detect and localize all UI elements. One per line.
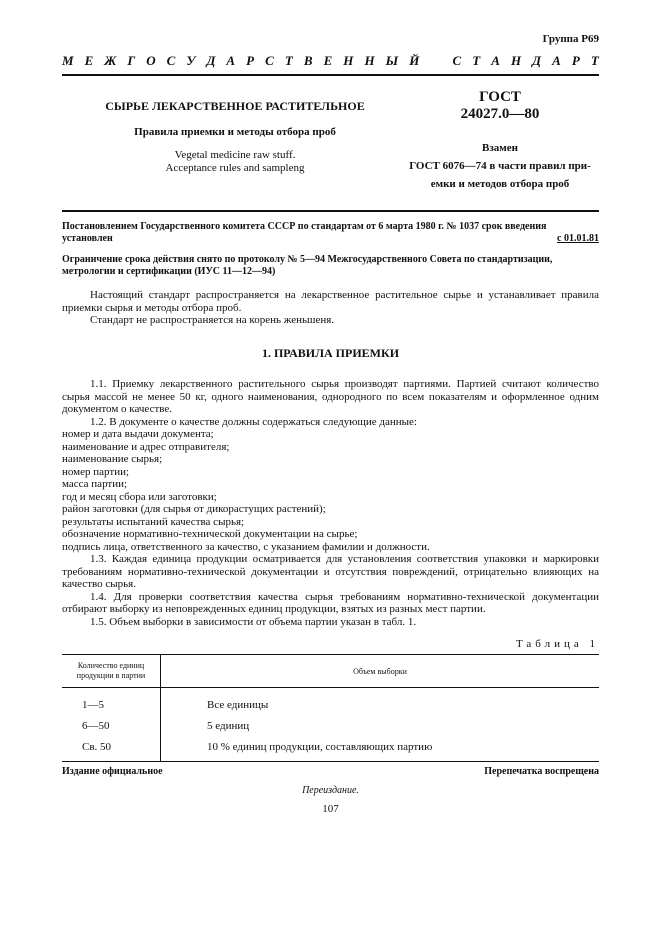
table-row: 1—5 Все единицы	[62, 688, 599, 716]
decree-block: Постановлением Государственного комитета СССР по стандартам от 6 марта 1980 г. № 1037 срок введения установлен с 01.01.81	[62, 221, 599, 244]
restriction-note: Ограничение срока действия снято по протоколу № 5—94 Межгосударственного Совета по стандартизации, метрологии и сертификации (ИУС 11—12—94)	[62, 254, 553, 277]
list-item: район заготовки (для сырья от дикорастущих растений);	[62, 503, 326, 515]
replaces-block: Взамен ГОСТ 6076—74 в части правил при- емки и методов отбора проб	[409, 142, 591, 190]
table-label: Таблица 1	[515, 638, 599, 650]
gost-designation: ГОСТ 24027.0—80	[460, 89, 540, 122]
masthead-rule	[62, 74, 599, 76]
list-item: результаты испытаний качества сырья;	[62, 515, 245, 528]
list-item: масса партии;	[62, 478, 128, 490]
group-code: Группа Р69	[542, 33, 599, 45]
english-title: Vegetal medicine raw stuff. Acceptance rules and sampleng	[165, 149, 305, 174]
table-row: 6—50 5 единиц	[62, 715, 599, 736]
intro-text: Настоящий стандарт распространяется на лекарственное растительное сырье и устанавливает правила приемки сырья и методы отбора проб. Стандарт не распространяется на корень женьшеня.	[62, 289, 599, 326]
table-header-sample-size: Объем выборки	[161, 655, 600, 688]
page-number: 107	[322, 803, 339, 815]
list-item: номер и дата выдачи документа;	[62, 428, 214, 440]
section-body: 1.1. Приемку лекарственного растительного сырья производят партиями. Партией считают количество сырья массой не менее 50 кг, одного наименования, однородного по всем показателям и оформленное одним документом о качестве. 1.2. В документе о качестве должны содержаться следующие данные: номер и дата выдачи документа; наименование и адрес отправителя; наименование сырья; номер партии; масса партии; год и месяц сбора или заготовки; район заготовки (для сырья от дикорастущих растений); результаты испытаний качества сырья; обозначение нормативно-технической документации на сырье; подпись лица, ответственного за качество, с указанием фамилии и должности. 1.3. Каждая единица продукции осматривается для установления соответствия упаковки и маркировки требованиям нормативно-технической документации и отсутствия повреждений, отрицательно влияющих на качество сырья. 1.4. Для проверки соответствия качества сырья требованиям нормативно-технической документации отбирают выборку из неповрежденных единиц продукции, взятых из разных мест партии. 1.5. Объем выборки в зависимости от объема партии указан в табл. 1.	[62, 378, 599, 628]
sample-size-table	[62, 654, 599, 762]
list-item: подпись лица, ответственного за качество, с указанием фамилии и должности.	[62, 540, 430, 553]
masthead: М Е Ж Г О С У Д А Р С Т В Е Н Н Ы Й С Т А Н Д А Р Т	[62, 53, 599, 68]
reprint-note: Переиздание.	[302, 785, 359, 796]
section-heading: 1. ПРАВИЛА ПРИЕМКИ	[261, 346, 400, 360]
document-subtitle: Правила приемки и методы отбора проб	[134, 126, 336, 138]
list-item: год и месяц сбора или заготовки;	[62, 490, 217, 503]
header-rule	[62, 210, 599, 212]
list-item: номер партии;	[62, 465, 130, 478]
effective-date: с 01.01.81	[557, 233, 599, 244]
list-item: обозначение нормативно-технической документации на сырье;	[62, 528, 358, 540]
document-title: СЫРЬЕ ЛЕКАРСТВЕННОЕ РАСТИТЕЛЬНОЕ	[105, 99, 365, 113]
table-header-lot-units: Количество единиц продукции в партии	[62, 655, 161, 688]
list-item: наименование сырья;	[62, 453, 163, 465]
reprint-prohibited: Перепечатка воспрещена	[484, 766, 599, 777]
table-row: Св. 50 10 % единиц продукции, составляющих партию	[62, 736, 599, 762]
list-item: наименование и адрес отправителя;	[62, 440, 230, 453]
official-edition: Издание официальное	[62, 766, 163, 777]
